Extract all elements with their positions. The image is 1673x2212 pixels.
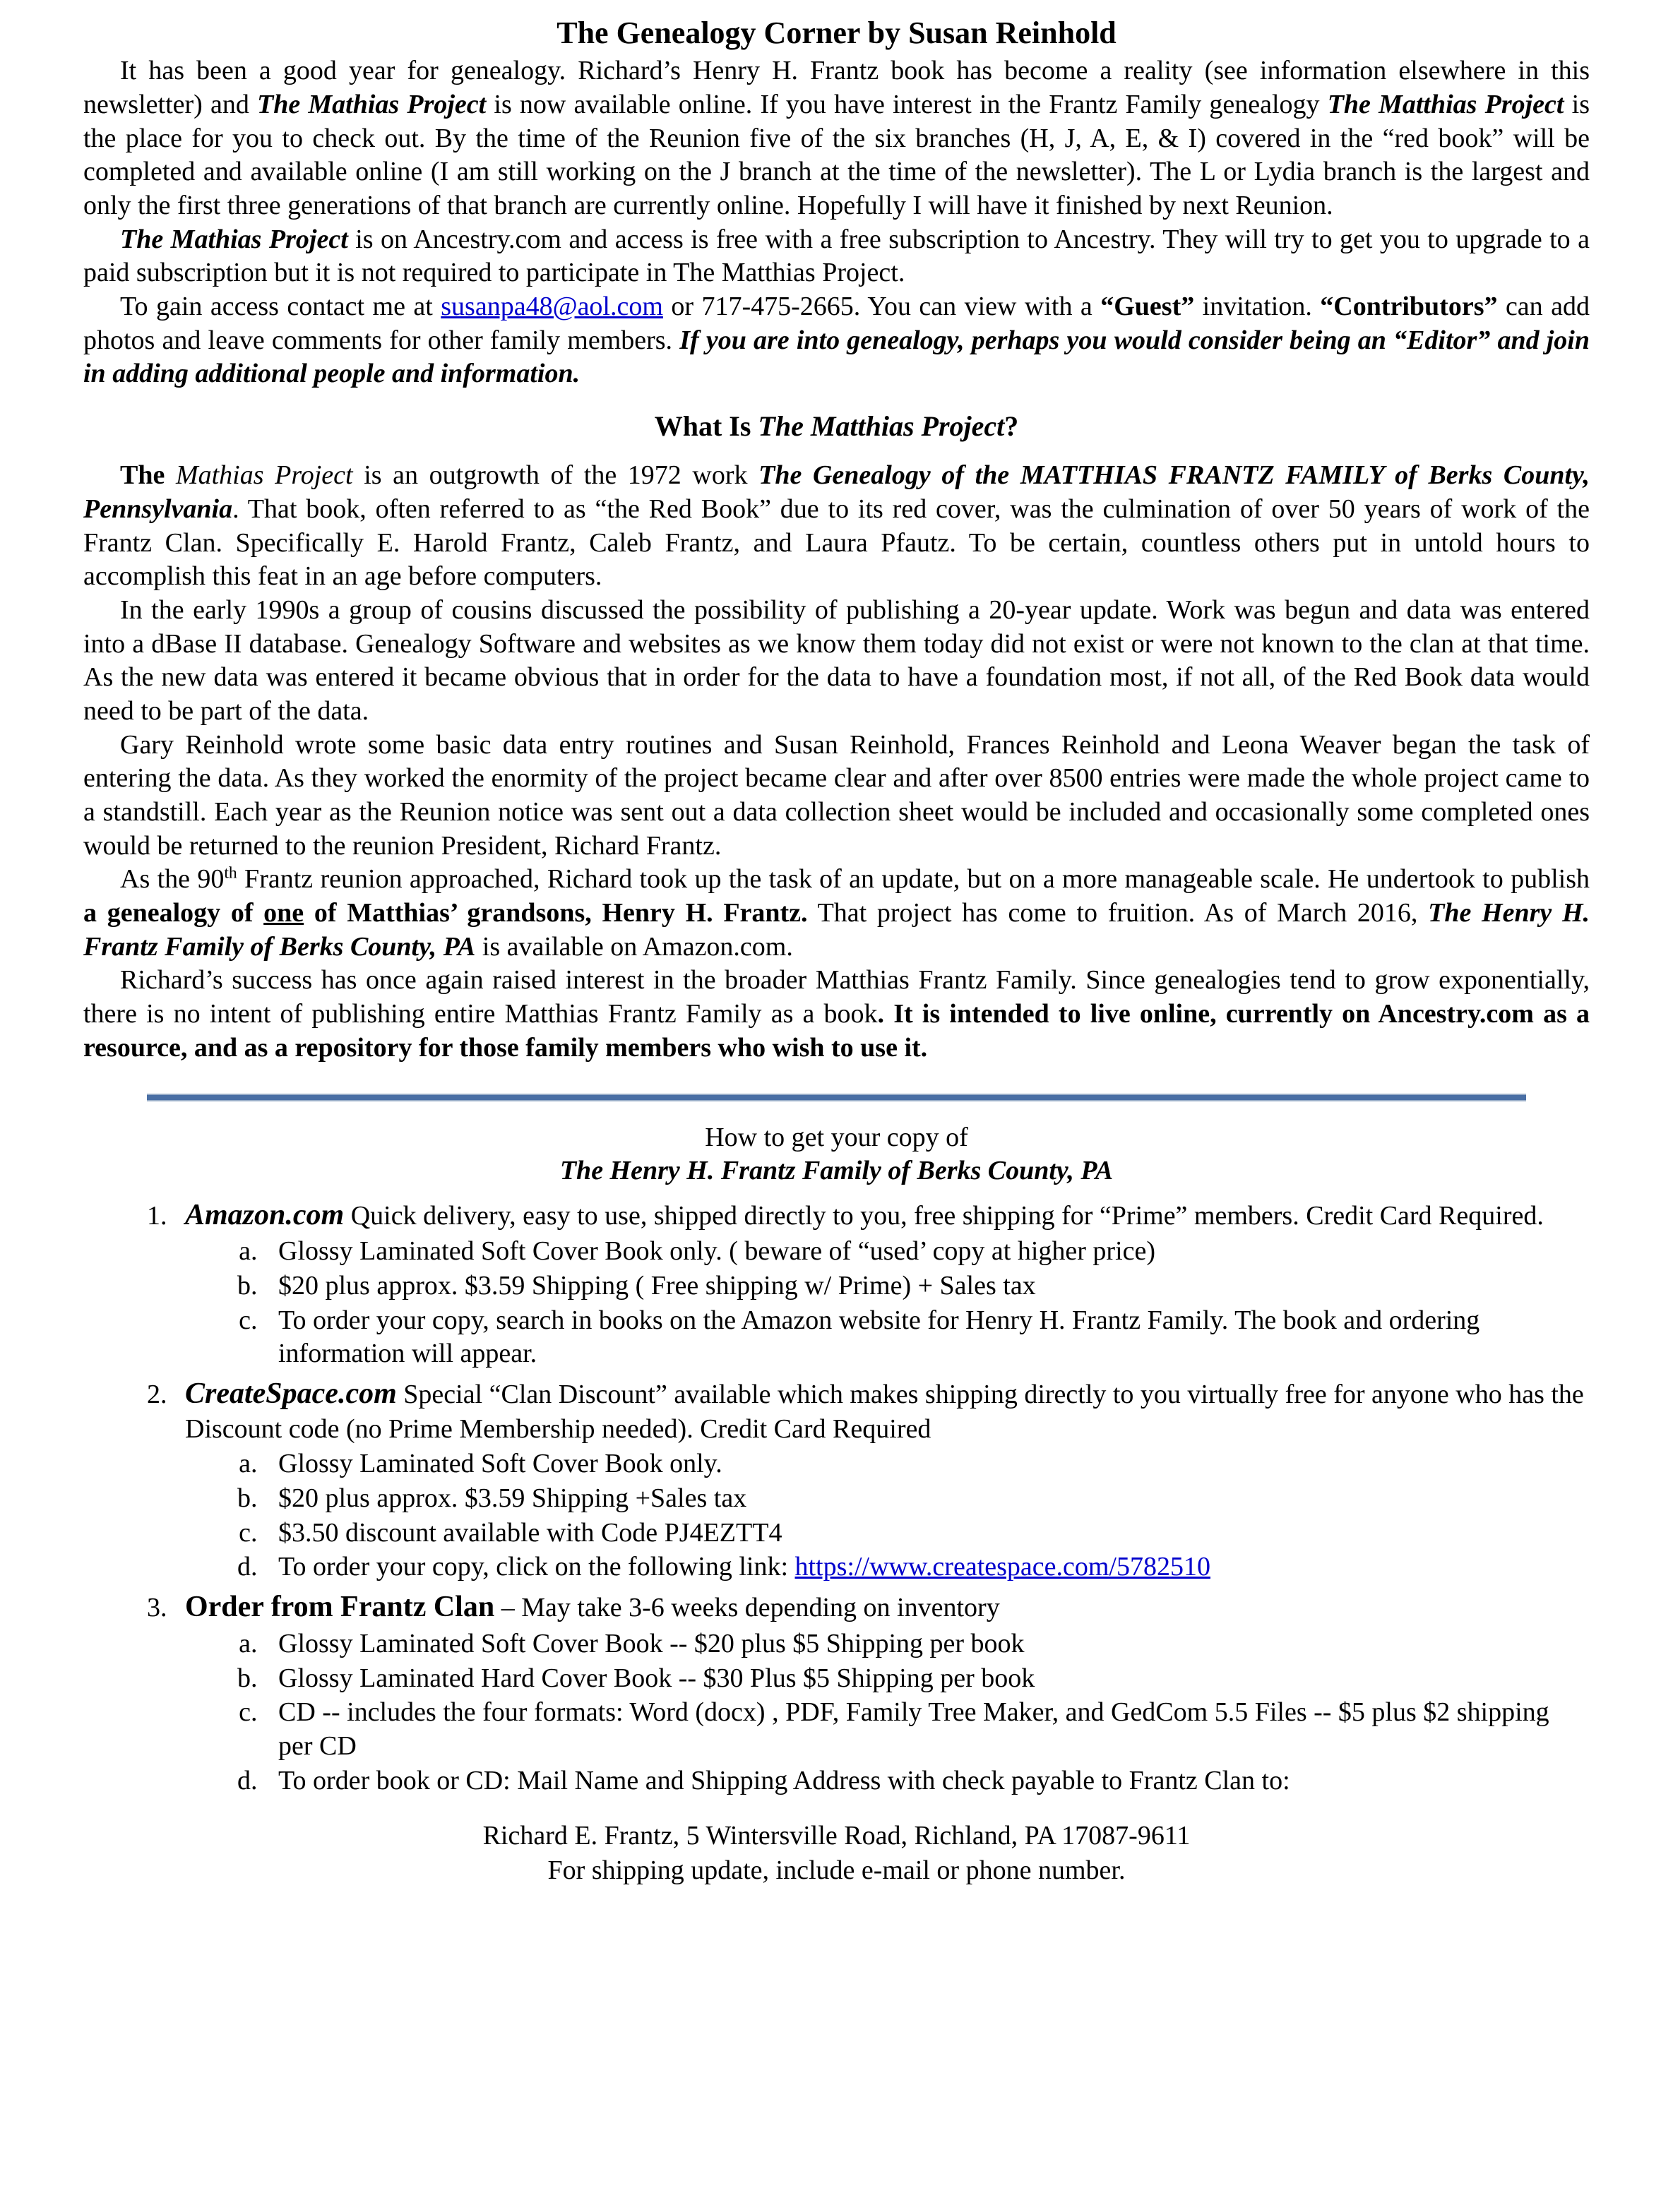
mailing-address-line: Richard E. Frantz, 5 Wintersville Road, Richland, PA 17087-9611 xyxy=(482,1821,1191,1851)
body-p4-g: is available on Amazon.com. xyxy=(475,931,793,962)
list-item xyxy=(264,1550,1590,1584)
page-title xyxy=(83,16,1590,50)
createspace-link[interactable]: https://www.createspace.com/5782510 xyxy=(794,1552,1210,1582)
body-p5-b: . It is intended to live online, currently on Ancestry.com as a resource, and as a repository for those family members who wish to use it. xyxy=(83,999,1590,1063)
body-paragraph-3: Gary Reinhold wrote some basic data entry routines and Susan Reinhold, Frances Reinhold and Leona Weaver began the task of entering the data. As they worked the enormity of the project became clear and after over 8500 entries were made the whole project came to a standstill. Each year as the Reunion notice was sent out a data collection sheet would be included and occasionally some completed ones would be returned to the reunion President, Richard Frantz. xyxy=(83,729,1590,861)
intro-p3-d: can add photos and leave comments for other family members. xyxy=(83,292,1590,355)
intro-p3-e: If you are into genealogy, perhaps you would consider being an “Editor” and join in adding additional people and information. xyxy=(83,325,1590,389)
option-2-text: Special “Clan Discount” available which makes shipping directly to you virtually free for anyone who has the Discount code (no Prime Membership needed). Credit Card Required xyxy=(185,1379,1584,1444)
order-options-list xyxy=(83,1197,1590,1798)
section-heading xyxy=(83,409,1590,443)
body-p4-sup: th xyxy=(224,863,237,883)
list-item: c. CD -- includes the four formats: Word (docx) , PDF, Family Tree Maker, and GedCom 5.5 Files -- $5 plus $2 shipping per CD xyxy=(264,1696,1590,1763)
list-item xyxy=(174,1375,1590,1584)
body-p4-b: Frantz reunion approached, Richard took up the task of an update, but on a more manageable scale. He undertook to publish xyxy=(237,864,1590,895)
option-3-lead: Order from Frantz Clan xyxy=(185,1591,495,1624)
intro-paragraph-2 xyxy=(83,223,1590,290)
order-heading-line1: How to get your copy of xyxy=(705,1122,968,1152)
body-p1-b: Mathias Project xyxy=(175,460,353,491)
list-item: a. Glossy Laminated Soft Cover Book -- $20 plus $5 Shipping per book xyxy=(264,1627,1590,1661)
intro-paragraph-3 xyxy=(83,290,1590,391)
order-heading-title: The Henry H. Frantz Family of Berks County, PA xyxy=(559,1156,1114,1186)
option-3-text: – May take 3-6 weeks depending on inventory xyxy=(494,1593,1000,1623)
intro-p3-c: invitation. xyxy=(1194,292,1321,322)
body-paragraph-4 xyxy=(83,863,1590,964)
list-item xyxy=(174,1589,1590,1798)
shipping-note-line: For shipping update, include e-mail or phone number. xyxy=(547,1855,1126,1885)
section-heading-b: The Matthias Project xyxy=(758,410,1005,443)
intro-p1-e: is the place for you to check out. By the time of the Reunion five of the six branches (H, J, A, E, & I) covered in the “red book” will be completed and available online (I am still working on the J branch at the time of the newsletter). The L or Lydia branch is the largest and only the first three generations of that branch are currently online. Hopefully I will have it finished by next Reunion. xyxy=(83,89,1590,221)
option-2-sublist xyxy=(185,1447,1590,1584)
horizontal-divider xyxy=(147,1094,1526,1101)
body-p1-d: The Genealogy of the MATTHIAS FRANTZ FAMILY of Berks County, Pennsylvania xyxy=(83,460,1590,524)
intro-p1-b: The Mathias Project xyxy=(257,89,487,119)
intro-p3-a: To gain access contact me at xyxy=(120,292,441,322)
body-p4-d: of Matthias’ grandsons, Henry H. Frantz. xyxy=(304,898,808,928)
intro-p2-a: The Mathias Project xyxy=(120,224,348,254)
intro-p2-b: is on Ancestry.com and access is free with a free subscription to Ancestry. They will try to get you to upgrade to a paid subscription but it is not required to participate in The Matthias Project. xyxy=(83,224,1590,288)
list-item: b. $20 plus approx. $3.59 Shipping ( Free shipping w/ Prime) + Sales tax xyxy=(264,1269,1590,1303)
body-p4-f: The Henry H. Frantz Family of Berks County, PA xyxy=(83,898,1590,962)
body-p4-c: a genealogy of xyxy=(83,898,264,928)
list-item: c. $3.50 discount available with Code PJ4EZTT4 xyxy=(264,1517,1590,1550)
option-2-sub-d-text: To order your copy, click on the following link: xyxy=(278,1552,795,1582)
list-item: a. Glossy Laminated Soft Cover Book only. ( beware of “used’ copy at higher price) xyxy=(264,1235,1590,1269)
list-item: d. To order book or CD: Mail Name and Shipping Address with check payable to Frantz Clan to: xyxy=(264,1764,1590,1798)
option-3-sublist xyxy=(185,1627,1590,1798)
option-1-text: Quick delivery, easy to use, shipped directly to you, free shipping for “Prime” members. Credit Card Required. xyxy=(344,1200,1544,1231)
body-paragraph-2: In the early 1990s a group of cousins discussed the possibility of publishing a 20-year update. Work was begun and data was entered into a dBase II database. Genealogy Software and websites as we know them today did not exist or were not known to the clan at that time. As the new data was entered it became obvious that in order for the data to have a foundation most, if not all, of the Red Book data would need to be part of the data. xyxy=(83,594,1590,726)
body-p4-underline: one xyxy=(263,898,304,928)
intro-p1-c: is now available online. If you have interest in the Frantz Family genealogy xyxy=(486,89,1328,119)
body-p4-a: As the 90 xyxy=(120,864,225,895)
list-item: b. Glossy Laminated Hard Cover Book -- $30 Plus $5 Shipping per book xyxy=(264,1662,1590,1696)
body-p5-a: Richard’s success has once again raised interest in the broader Matthias Frantz Family. Since genealogies tend to grow exponentially, there is no intent of publishing entire Matthias Frantz Family as a book xyxy=(83,965,1590,1029)
intro-p1-d: The Matthias Project xyxy=(1327,89,1564,119)
email-link[interactable]: susanpa48@aol.com xyxy=(441,292,663,322)
body-paragraph-1 xyxy=(83,459,1590,594)
page-title-rest: by Susan Reinhold xyxy=(859,16,1117,50)
mailing-address-block xyxy=(83,1819,1590,1887)
order-heading-line2 xyxy=(83,1154,1590,1188)
option-2-lead: CreateSpace.com xyxy=(185,1377,397,1410)
intro-p3-contributors: “Contributors” xyxy=(1320,292,1498,322)
intro-p1-a: It has been a good year for genealogy. Richard’s Henry H. Frantz book has become a reality (see information elsewhere in this newsletter) and xyxy=(83,56,1590,119)
list-item xyxy=(174,1197,1590,1371)
body-paragraph-5 xyxy=(83,964,1590,1065)
body-p1-a: The xyxy=(120,460,176,491)
page-title-bold: The Genealogy Corner xyxy=(556,16,860,50)
body-p1-e: . That book, often referred to as “the Red Book” due to its red cover, was the culmination of over 50 years of work of the Frantz Clan. Specifically E. Harold Frantz, Caleb Frantz, and Laura Pfautz. To be certain, countless others put in untold hours to accomplish this feat in an age before computers. xyxy=(83,494,1590,592)
body-p4-e: That project has come to fruition. As of March 2016, xyxy=(807,898,1429,928)
intro-p3-guest: “Guest” xyxy=(1100,292,1195,322)
option-1-lead: Amazon.com xyxy=(185,1198,345,1231)
intro-p3-b: or 717-475-2665. You can view with a xyxy=(662,292,1101,322)
section-heading-a: What Is xyxy=(654,410,758,443)
body-p1-c: is an outgrowth of the 1972 work xyxy=(352,460,759,491)
section-heading-c: ? xyxy=(1004,410,1019,443)
list-item: a. Glossy Laminated Soft Cover Book only. xyxy=(264,1447,1590,1481)
list-item: b. $20 plus approx. $3.59 Shipping +Sales tax xyxy=(264,1482,1590,1516)
option-1-sublist xyxy=(185,1235,1590,1371)
intro-paragraph-1 xyxy=(83,54,1590,222)
list-item: c. To order your copy, search in books on the Amazon website for Henry H. Frantz Family. The book and ordering information will appear. xyxy=(264,1304,1590,1371)
